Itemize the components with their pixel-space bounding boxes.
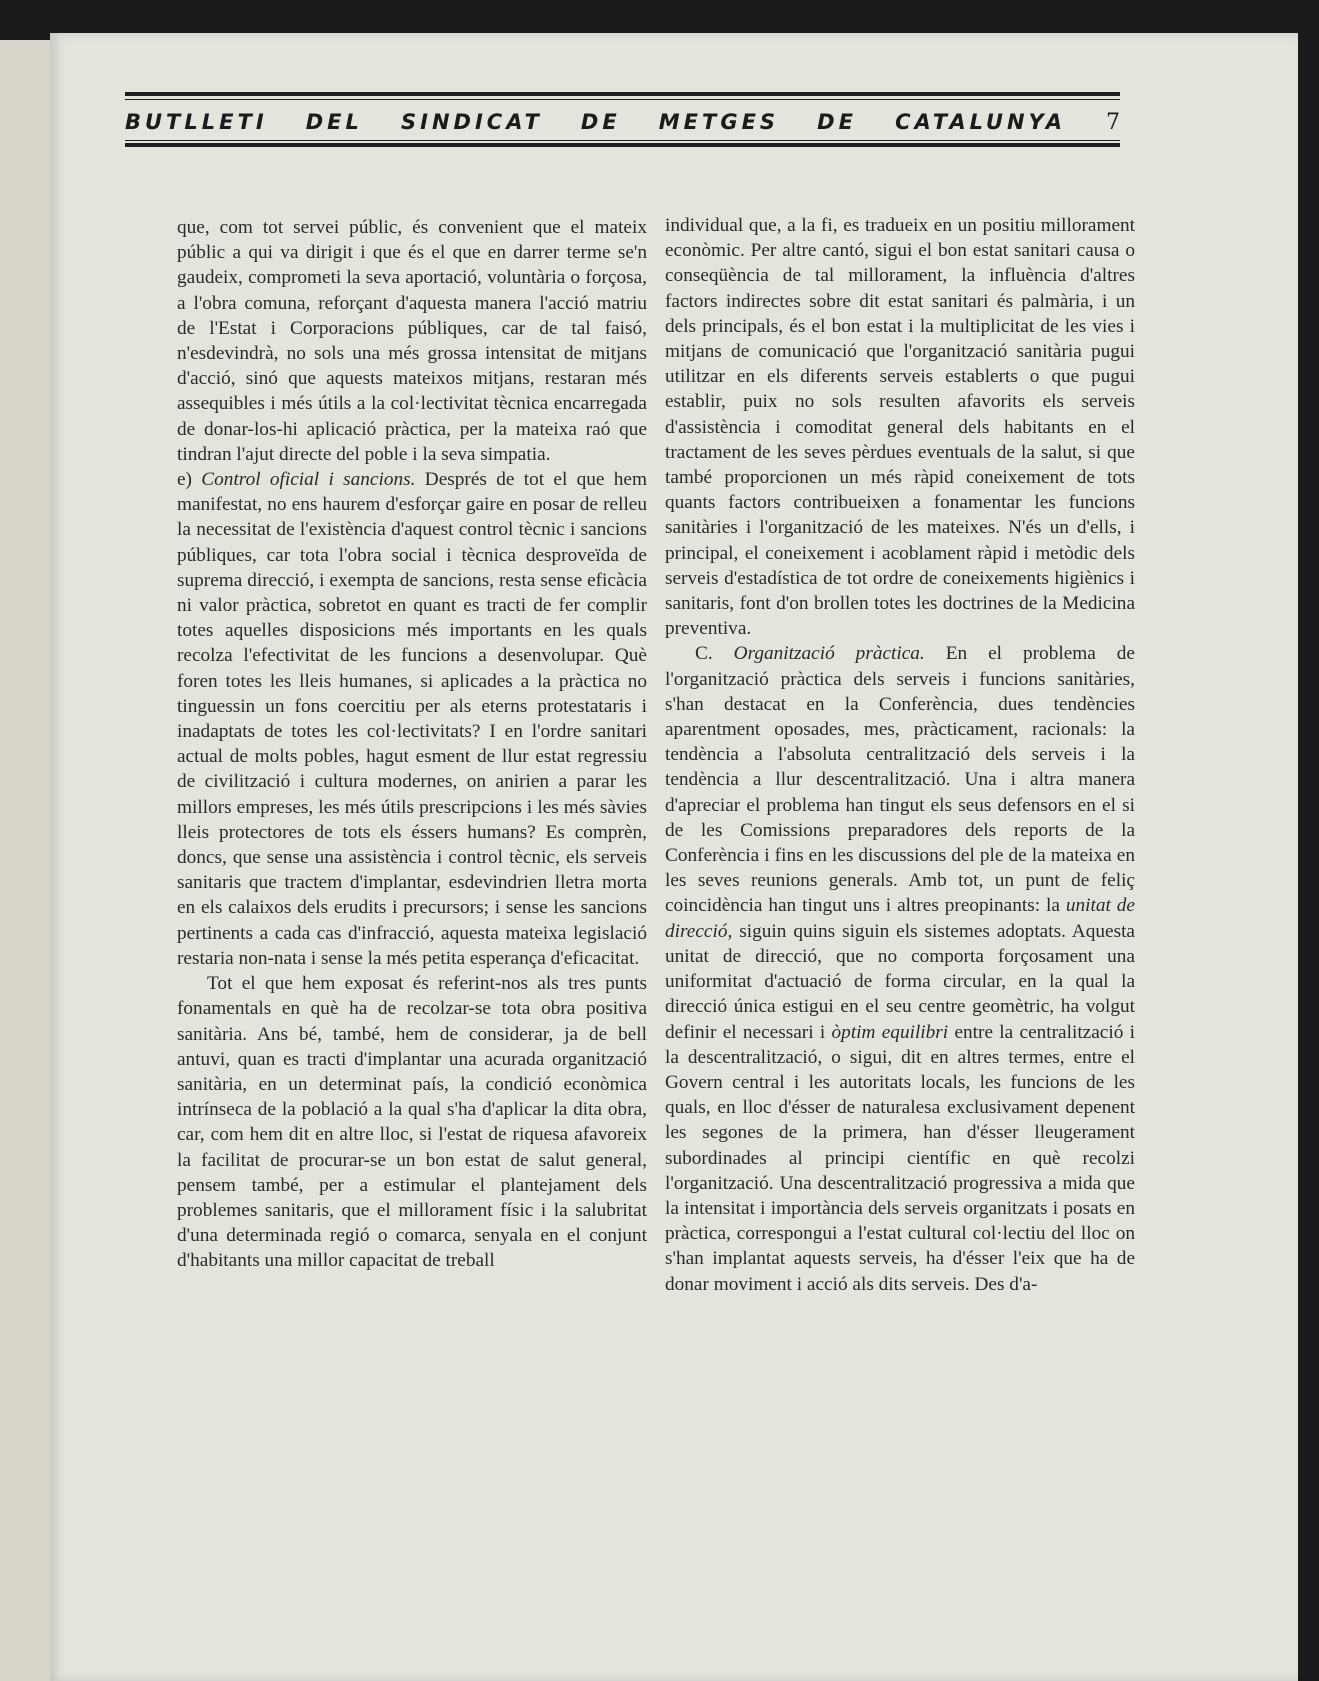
title-word: BUTLLETI <box>125 110 268 134</box>
left-column <box>177 215 647 1274</box>
title-word: METGES <box>658 110 780 134</box>
section-title: Organització pràctica. <box>733 643 925 665</box>
section-marker: e) <box>177 469 202 491</box>
paragraph <box>177 467 647 971</box>
title-word: DE <box>817 110 857 134</box>
header-rule-top-thick <box>125 92 1120 96</box>
paragraph-text: Després de tot el que hem manifestat, no ens haurem d'esforçar gaire en posar de relleu la necessitat de l'existència d'aquest control tècnic i sancions públiques, car tota l'obra social i tècnica desproveïda de suprema direcció, i exempta de sancions, resta sense eficàcia ni valor pràctica, sobretot en quant es tracti de fer complir totes aquelles disposicions més importants en les quals recolza l'efectivitat de les funcions a desenvolupar. Què foren totes les lleis humanes, si aplicades a la pràctica no tinguessin un fons coercitiu per als eterns protestataris i inadaptats de totes les col·lectivitats? I en l'ordre sanitari actual de molts pobles, hagut esment de llur estat regressiu de civilització i cultura modernes, on anirien a parar les millors empreses, les més útils prescripcions i les més sàvies lleis protectores de tots els éssers humans? Es comprèn, doncs, que sense una assistència i control tècnic, els serveis sanitaris que tractem d'implantar, esdevindrien lletra morta en els calaixos dels erudits i precursors; i sense les sancions pertinents a cada cas d'infracció, aquesta mateixa legislació restaria non-nata i sense la més petita esperança d'eficacitat. <box>177 469 647 969</box>
paragraph-text: siguin quins siguin els sistemes adoptats. Aquesta unitat de direcció, que no comporta forçosament una uniformitat d'actuació de forma circular, en la qual la direcció única estigui en el seu centre geomètric, ha volgut definir el necessari i <box>665 920 1135 1043</box>
right-column <box>665 213 1135 1297</box>
running-head <box>125 92 1120 152</box>
section-title: Control oficial i sancions. <box>201 469 416 491</box>
emphasis-text: òptim equilibri <box>831 1021 949 1043</box>
page-number: 7 <box>1106 109 1120 135</box>
header-rule-bottom-thin <box>125 140 1120 141</box>
emphasis-text: unitat de direcció, <box>665 895 1135 942</box>
previous-page-edge <box>0 40 54 1681</box>
paragraph: individual que, a la fi, es tradueix en un positiu millorament econòmic. Per altre cantó, sigui el bon estat sanitari causa o conseqüència de tal millorament, la influència d'altres factors indirectes sobre dit estat sanitari és palmària, i un dels principals, és el bon estat i la multiplicitat de les vies i mitjans de comunicació que l'organització sanitària pugui utilitzar en els diferents serveis establerts o que pugui establir, puix no sols resulten afavorits els serveis d'assistència i comoditat general dels habitants en el tractament de les seves pèrdues eventuals de la salut, si que també proporcionen un més ràpid coneixement de tots quants factors contribueixen a fonamentar les funcions sanitàries i l'organització de les mateixes. N'és un d'ells, i principal, el coneixement i acoblament ràpid i metòdic dels serveis d'estadística de tot ordre de coneixements higiènics i sanitaris, font d'on brollen totes les doctrines de la Medicina preventiva. <box>665 215 1135 640</box>
title-word: DEL <box>305 110 363 134</box>
header-rule-bottom-thick <box>125 143 1120 147</box>
paragraph: que, com tot servei públic, és convenient que el mateix públic a qui va dirigit i que és el que en darrer terme se'n gaudeix, comprometi la seva aportació, voluntària o forçosa, a l'obra comuna, reforçant d'aquesta manera l'acció matriu de l'Estat i Corporacions públiques, car de tal faisó, n'esdevindrà, no sols una més grossa intensitat de mitjans d'acció, sinó que aquests mateixos mitjans, restaran més assequibles i més útils a la col·lectivitat tècnica encarregada de donar-los-hi aplicació pràctica, per la mateixa raó que tindran l'ajut directe del poble i la seva simpatia. <box>177 217 647 465</box>
paragraph: Tot el que hem exposat és referint-nos als tres punts fonamentals en què ha de recolzar-se tota obra positiva sanitària. Ans bé, també, hem de considerar, ja de bell antuvi, quan es tracti d'implantar una acurada organització sanitària, en un determinat país, la condició econòmica intrínseca de la població a la qual s'ha d'aplicar la dita obra, car, com hem dit en altre lloc, si l'estat de riquesa afavoreix la facilitat de procurar-se un bon estat de salut general, pensem també, per a estimular el plantejament dels problemes sanitaris, que el millorament físic i la salubritat d'una determinada regió o comarca, senyala en el conjunt d'habitants una millor capacitat de treball <box>177 973 647 1272</box>
title-word: CATALUNYA <box>895 110 1066 134</box>
title-word: SINDICAT <box>401 110 543 134</box>
section-marker: C. <box>695 643 734 665</box>
paragraph-text: En el problema de l'organització pràctica dels serveis i funcions sanitàries, s'han destacat en la Conferència, dues tendències aparentment oposades, mes, pràcticament, racionals: la tendència a l'absoluta centralització dels serveis i la tendència a llur descentralització. Una i altra manera d'apreciar el problema han tingut els seus defensors en el si de les Comissions preparadores dels reports de la Conferència i fins en les discussions del ple de la mateixa en les seves reunions generals. Amb tot, un punt de feliç coincidència han tingut uns i altres preopinants: la <box>665 643 1135 917</box>
title-word: DE <box>580 110 621 134</box>
journal-title <box>125 107 1120 137</box>
paragraph-text: entre la centralització i la descentralització, o sigui, dit en altres termes, entre el Govern central i les autoritats locals, les funcions de les quals, en lloc d'ésser de naturalesa exclusivament depenent les segones de la primera, han d'ésser lleugerament subordinades al principi científic en què recolzi l'organització. Una descentralització progressiva a mida que la intensitat i importància dels serveis organitzats i posats en pràctica, correspongui a l'estat cultural col·lectiu del lloc on s'han implantat aquests serveis, ha d'ésser l'eix que ha de donar moviment i acció als dits serveis. Des d'a- <box>665 1021 1136 1295</box>
header-rule-top-thin <box>125 99 1120 100</box>
paragraph <box>665 641 1135 1296</box>
